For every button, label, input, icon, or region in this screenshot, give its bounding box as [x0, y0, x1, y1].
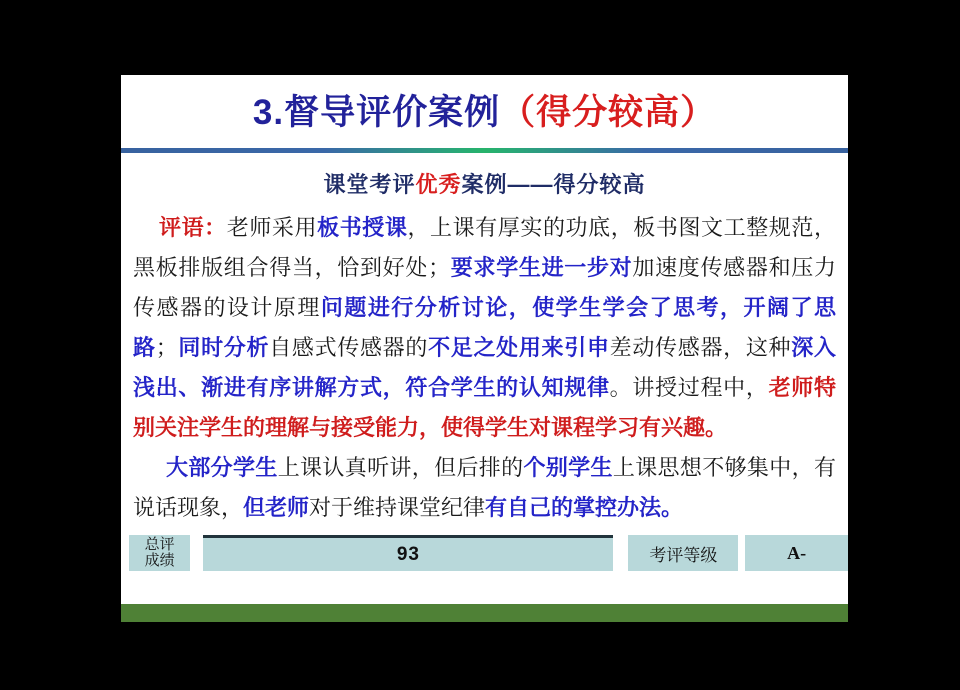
- grade-label-cell: [628, 535, 738, 571]
- text-run: 个别学生: [523, 455, 613, 480]
- text-run: 大部分学生: [166, 455, 278, 480]
- text-run: 上课认真听讲，但后排的: [277, 455, 524, 480]
- grade-value: A-: [787, 542, 807, 563]
- grade-label: 考评等级: [649, 545, 718, 565]
- slide-title-main: 3.督导评价案例: [252, 93, 501, 132]
- discipline-paragraph: [133, 448, 836, 528]
- score-label-line1: 总评: [144, 537, 175, 553]
- text-run: 对于维持课堂纪律: [309, 495, 486, 520]
- text-run: 板书授课: [317, 215, 408, 240]
- text-run: 但老师: [243, 495, 310, 520]
- text-run: 问题进行分析讨论，使学生学会了思考，开阔了思路: [133, 295, 836, 360]
- text-run: 评语：: [159, 215, 227, 240]
- text-run: ；: [155, 335, 178, 360]
- case-subtitle: [121, 172, 848, 197]
- score-label-line2: 成绩: [144, 553, 175, 569]
- score-label-cell: [129, 535, 190, 571]
- text-run: 上课思想不够集中，有说话现象，: [133, 455, 836, 520]
- text-run: 老师采用: [226, 215, 318, 240]
- score-value-cell: [203, 535, 613, 571]
- text-run: ，上课有厚实的功底，板书图文工整规范，黑板排版组合得当，恰到好处；: [133, 215, 836, 280]
- slide-footer-bar: [121, 604, 848, 622]
- text-run: 深入浅出、渐进有序讲解方式，符合学生的认知规律: [133, 335, 836, 400]
- text-run: 老师特别关注学生的理解与接受能力，使得学生对课程学习有兴趣。: [133, 375, 836, 440]
- evaluation-text: [133, 208, 836, 528]
- text-run: 差动传感器，这种: [609, 335, 792, 360]
- subtitle-post: 案例——得分较高: [461, 172, 646, 197]
- text-run: 同时分析: [177, 335, 270, 360]
- slide-title: [121, 75, 848, 134]
- text-run: 。讲授过程中，: [609, 375, 769, 400]
- text-run: 加速度传感器和压力传感器的设计原理: [133, 255, 836, 320]
- text-run: 要求学生进一步对: [450, 255, 633, 280]
- subtitle-pre: 课堂考评: [323, 172, 416, 197]
- score-table: [129, 535, 848, 571]
- text-run: 有自己的掌控办法。: [485, 495, 684, 520]
- subtitle-highlight: 优秀: [415, 172, 462, 197]
- text-run: 自感式传感器的: [269, 335, 429, 360]
- score-value: 93: [396, 543, 420, 565]
- comment-paragraph: [133, 208, 836, 448]
- slide-title-highlight: （得分较高）: [500, 93, 717, 132]
- title-divider: [121, 148, 848, 153]
- text-run: 不足之处用来引申: [428, 335, 610, 360]
- grade-value-cell: [745, 535, 848, 571]
- slide: [121, 75, 848, 622]
